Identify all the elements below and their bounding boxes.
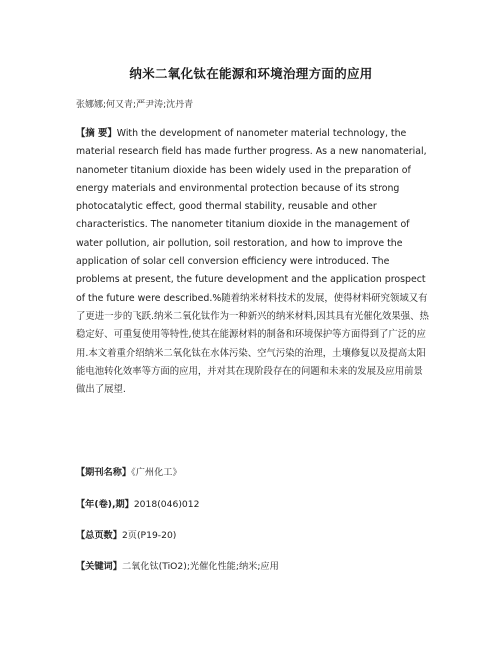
year-volume-issue-row	[76, 496, 199, 510]
journal-name-value: 《广州化工》	[131, 467, 182, 478]
keywords-label: 【关键词】	[76, 561, 122, 572]
journal-name-row	[76, 464, 182, 478]
year-volume-issue-label: 【年(卷),期】	[76, 499, 134, 510]
keywords-row	[76, 558, 279, 572]
keywords-value: 二氧化钛(TiO2);光催化性能;纳米;应用	[121, 561, 279, 572]
page-count-row	[76, 527, 176, 541]
journal-name-label: 【期刊名称】	[76, 467, 132, 478]
abstract-paragraph	[76, 125, 430, 399]
author-list: 张娜娜;何又青;严尹涛;沈丹青	[76, 100, 194, 110]
abstract-text: With the development of nanometer material technology, the material research field has made further progress. As a new nanomaterial, nanometer titanium dioxide has been widely used in the preparation of energy materials and environmental protection because of its strong photocatalytic effect, good thermal stability, reusable and other characteristics. The nanometer titanium dioxide in the management of water pollution, air pollution, soil restoration, and how to improve the application of solar cell conversion efficiency were introduced. The problems at present, the future development and the application prospect of the future were described.%随着纳米材料技术的发展，使得材料研究领域又有了更进一步的飞跃.纳米二氧化钛作为一种新兴的纳米材料,因其具有光催化效果强、热稳定好、可重复使用等特性,使其在能源材料的制备和环境保护等方面得到了广泛的应用.本文着重介绍纳米二氧化钛在水体污染、空气污染的治理，土壤修复以及提高太阳能电池转化效率等方面的应用，并对其在现阶段存在的问题和未来的发展及应用前景做出了展望.	[76, 128, 429, 396]
year-volume-issue-value: 2018(046)012	[133, 499, 200, 510]
page-count-value: 2页(P19-20)	[121, 530, 177, 541]
paper-title: 纳米二氧化钛在能源和环境治理方面的应用	[129, 66, 373, 81]
page-count-label: 【总页数】	[76, 530, 122, 541]
abstract-label: 【摘 要】	[76, 128, 117, 139]
